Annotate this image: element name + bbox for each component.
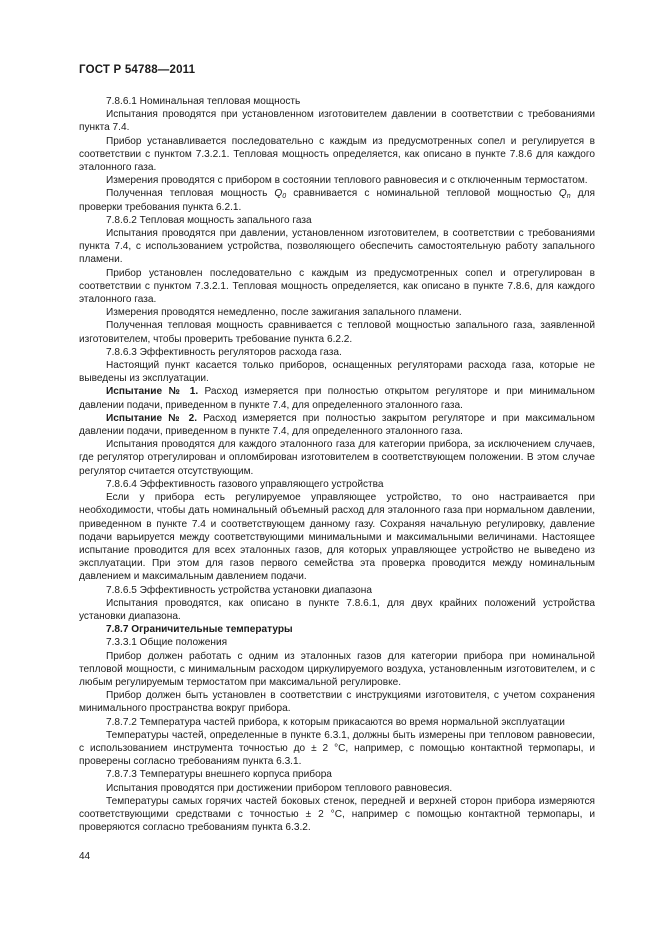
section-heading-7-8-6-5: 7.8.6.5 Эффективность устройства установки диапазона — [106, 584, 372, 596]
paragraph-power-comparison: Полученная тепловая мощность $Q_0$ сравнивается с номинальной тепловой мощностью $Q_n$ для проверки требования пункта 6.2.1. — [79, 188, 595, 213]
paragraph: Температуры частей, определенные в пункте 6.3.1, должны быть измерены при тепловом равновесии, с использованием инструмента точностью до ± 2 °C, например, с помощью контактной термопары, и проверены согласно требованиям пункта 6.3.1. — [79, 729, 595, 768]
paragraph: Испытания проводятся для каждого эталонного газа для категории прибора, за исключением случаев, где регулятор отрегулирован и опломбирован изготовителем в соответствующем положении. В этом случае регулятор считается отсутствующим. — [79, 439, 595, 477]
paragraph: Настоящий пункт касается только приборов, оснащенных регуляторами расхода газа, которые не выведены из эксплуатации. — [79, 360, 595, 385]
paragraph-test-1: Испытание № 1. Расход измеряется при полностью открытом регуляторе и при минимальном давлении подачи, приведенном в пункте 7.4, для определенного эталонного газа. — [79, 386, 595, 411]
section-heading-7-8-6-2: 7.8.6.2 Тепловая мощность запального газа — [106, 214, 312, 226]
paragraph: Прибор установлен последовательно с каждым из предусмотренных сопел и отрегулирован в соответствии с пунктом 7.3.2.1. Тепловая мощность определяется, как описано в пункте 7.8.6, для каждого эталонного газа. — [79, 267, 595, 306]
section-heading-7-8-6-4: 7.8.6.4 Эффективность газового управляющего устройства — [106, 478, 384, 490]
paragraph: Измерения проводятся немедленно, после зажигания запального пламени. — [106, 307, 462, 319]
paragraph-test-2: Испытание № 2. Расход измеряется при полностью закрытом регуляторе и при максимальном давлении подачи, приведенном в пункте 7.4, для определенного эталонного газа. — [79, 412, 596, 438]
paragraph: Прибор должен работать с одним из эталонных газов для категории прибора при номинальной тепловой мощности, с минимальным расходом циркулируемого воздуха, установленным изготовителем, и с любым регулируемым термостатом при максимальной регулировке. — [79, 650, 595, 688]
paragraph: Испытания проводятся при установленном изготовителем давлении в соответствии с требованиями пункта 7.4. — [79, 109, 595, 134]
paragraph: Полученная тепловая мощность сравнивается с тепловой мощностью запального газа, заявленной изготовителем, чтобы проверить требование пункта 6.2.2. — [79, 320, 595, 345]
paragraph: Если у прибора есть регулируемое управляющее устройство, то оно настраивается при необходимости, чтобы дать номинальный объемный расход для эталонного газа при нормальном давлении, приведенном в пункте 7.4 и соответствующем данному газу. Сохраняя начальную регулировку, давление подачи варьируется между соответствующими минимальными и максимальными величинами. Настоящее испытание проводится для всех эталонных газов, для которых управляющее устройство не выведено из эксплуатации. При этом для газов первого семейства эта проверка проводится между номинальным давлением и максимальным давлением подачи. — [79, 492, 595, 583]
symbol-q0: $Q_0$ — [274, 188, 287, 201]
document-header: ГОСТ Р 54788—2011 — [79, 64, 196, 76]
section-heading-7-8-6-1: 7.8.6.1 Номинальная тепловая мощность — [106, 96, 301, 107]
section-heading-7-8-6-3: 7.8.6.3 Эффективность регуляторов расхода газа. — [106, 346, 342, 358]
paragraph: Прибор должен быть установлен в соответствии с инструкциями изготовителя, с учетом сохранения минимального пространства вокруг прибора. — [79, 690, 595, 715]
paragraph: Испытания проводятся при давлении, установленном изготовителем, в соответствии с требованиями пункта 7.4, с использованием устройства, позволяющего обеспечить самостоятельную работу запального пламени. — [79, 228, 595, 266]
paragraph: Прибор устанавливается последовательно с каждым из предусмотренных сопел и регулируется в соответствии с пунктом 7.3.2.1. Тепловая мощность определяется, как описано в пункте 7.8.6 для каждого эталонного газа. — [79, 135, 595, 174]
document-body — [79, 95, 595, 834]
paragraph: Измерения проводятся с прибором в состоянии теплового равновесия и с отключенным термостатом. — [106, 175, 588, 187]
symbol-qn: $Q_n$ — [558, 188, 571, 201]
page-number: 44 — [79, 851, 91, 862]
paragraph: Температуры самых горячих частей боковых стенок, передней и верхней сторон прибора измеряются соответствующими средствами с точностью ± 2 °C, например с помощью контактной термопары, и проверяются согласно требованиям пункта 6.3.2. — [79, 795, 595, 834]
section-heading-7-3-3-1: 7.3.3.1 Общие положения — [106, 637, 228, 649]
paragraph: Испытания проводятся при достижении прибором теплового равновесия. — [106, 782, 453, 794]
section-heading-7-8-7: 7.8.7 Ограничительные температуры — [106, 624, 293, 636]
section-heading-7-8-7-2: 7.8.7.2 Температура частей прибора, к которым прикасаются во время нормальной эксплуатации — [106, 716, 565, 728]
section-heading-7-8-7-3: 7.8.7.3 Температуры внешнего корпуса прибора — [106, 769, 332, 781]
paragraph: Испытания проводятся, как описано в пункте 7.8.6.1, для двух крайних положений устройства установки диапазона. — [79, 597, 595, 622]
